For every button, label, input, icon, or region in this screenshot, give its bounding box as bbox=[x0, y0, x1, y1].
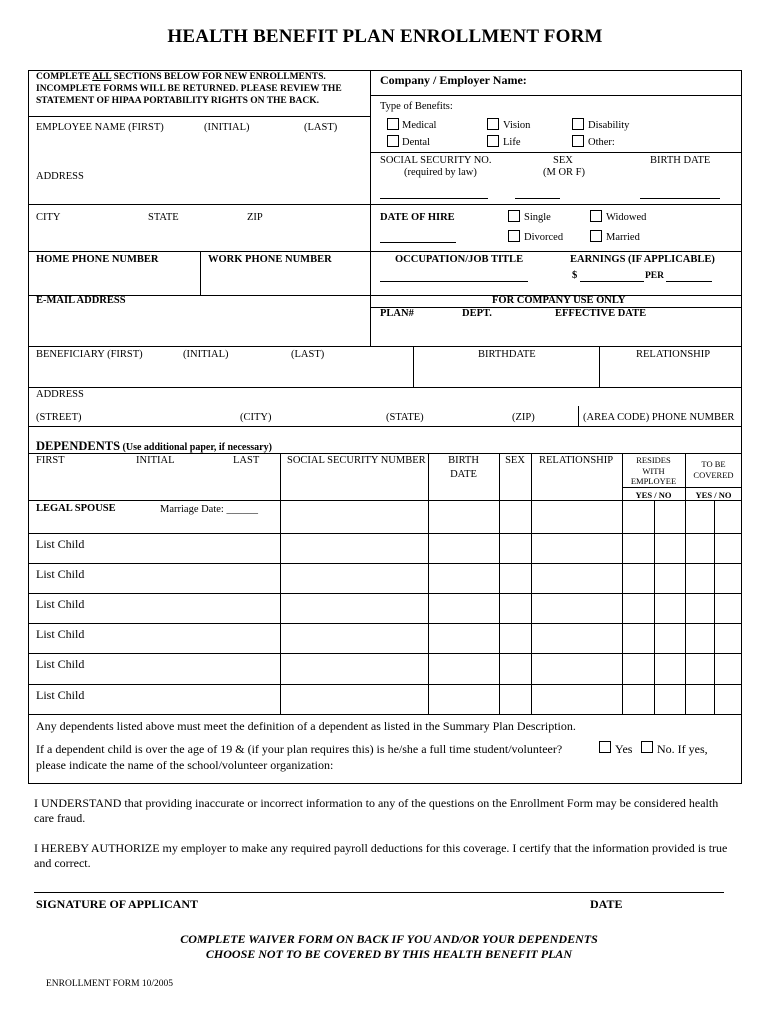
other-checkbox[interactable] bbox=[572, 135, 584, 147]
beneficiary-street-label: (STREET) bbox=[36, 412, 82, 423]
student-question: If a dependent child is over the age of 19 & (if your plan requires this) is he/she a full time student/volunteer? bbox=[36, 742, 563, 756]
employee-name-last-label: (LAST) bbox=[304, 122, 338, 133]
dental-label: Dental bbox=[402, 137, 430, 148]
other-label: Other: bbox=[588, 137, 615, 148]
earnings-label: EARNINGS (IF APPLICABLE) bbox=[570, 254, 715, 265]
dental-checkbox[interactable] bbox=[387, 135, 399, 147]
ssn-note: (required by law) bbox=[404, 167, 477, 178]
occupation-label: OCCUPATION/JOB TITLE bbox=[395, 254, 524, 265]
state-label: STATE bbox=[148, 212, 179, 223]
date-of-hire-label: DATE OF HIRE bbox=[380, 212, 455, 223]
marriage-date-label: Marriage Date: ______ bbox=[160, 504, 258, 515]
intro-line-3: STATEMENT OF HIPAA PORTABILITY RIGHTS ON THE BACK. bbox=[36, 96, 319, 106]
signature-line[interactable] bbox=[34, 892, 724, 893]
medical-label: Medical bbox=[402, 120, 437, 131]
dep-col-ssn: SOCIAL SECURITY NUMBER bbox=[287, 455, 426, 466]
authorize-statement: I HEREBY AUTHORIZE my employer to make any required payroll deductions for this coverage. I certify that the information provided is true and correct. bbox=[34, 841, 728, 870]
widowed-label: Widowed bbox=[606, 212, 647, 223]
dep-col-initial: INITIAL bbox=[136, 455, 175, 466]
beneficiary-state-label: (STATE) bbox=[386, 412, 424, 423]
beneficiary-address-label: ADDRESS bbox=[36, 389, 84, 400]
earnings-per-line[interactable] bbox=[666, 281, 712, 282]
dependent-row-child-3: List Child bbox=[36, 597, 85, 611]
signature-label: SIGNATURE OF APPLICANT bbox=[36, 897, 199, 911]
dept-label: DEPT. bbox=[462, 308, 492, 319]
earnings-dollar: $ bbox=[572, 270, 578, 281]
dep-col-first: FIRST bbox=[36, 455, 65, 466]
dep-col-covered-yes-no: YES / NO bbox=[695, 490, 732, 500]
student-yes-checkbox[interactable] bbox=[599, 741, 611, 753]
employee-name-initial-label: (INITIAL) bbox=[204, 122, 250, 133]
divorced-checkbox[interactable] bbox=[508, 230, 520, 242]
vision-checkbox[interactable] bbox=[487, 118, 499, 130]
single-checkbox[interactable] bbox=[508, 210, 520, 222]
date-of-hire-line[interactable] bbox=[380, 242, 456, 243]
dep-col-last: LAST bbox=[233, 455, 260, 466]
intro-line-1: COMPLETE ALL SECTIONS BELOW FOR NEW ENROLLMENTS. bbox=[36, 72, 326, 82]
occupation-line[interactable] bbox=[380, 281, 528, 282]
dep-col-covered: TO BE COVERED bbox=[693, 459, 734, 480]
dependent-definition-note: Any dependents listed above must meet the definition of a dependent as listed in the Summary Plan Description. bbox=[36, 719, 576, 733]
dep-col-birth: BIRTH DATE bbox=[448, 455, 479, 480]
divorced-label: Divorced bbox=[524, 232, 564, 243]
waiver-note-line-1: COMPLETE WAIVER FORM ON BACK IF YOU AND/OR YOUR DEPENDENTS bbox=[180, 932, 598, 946]
beneficiary-zip-label: (ZIP) bbox=[512, 412, 535, 423]
student-no-label: No. If yes, bbox=[657, 742, 708, 756]
form-title: HEALTH BENEFIT PLAN ENROLLMENT FORM bbox=[167, 26, 603, 47]
dep-col-resides-yes-no: YES / NO bbox=[635, 490, 672, 500]
dep-col-resides: RESIDES WITH EMPLOYEE bbox=[630, 455, 677, 486]
single-label: Single bbox=[524, 212, 551, 223]
life-checkbox[interactable] bbox=[487, 135, 499, 147]
earnings-amount-line[interactable] bbox=[580, 281, 644, 282]
company-use-header: FOR COMPANY USE ONLY bbox=[492, 295, 626, 306]
dep-col-relationship: RELATIONSHIP bbox=[539, 455, 614, 466]
disability-label: Disability bbox=[588, 120, 630, 131]
sex-line[interactable] bbox=[515, 198, 560, 199]
student-yes-label: Yes bbox=[615, 742, 633, 756]
beneficiary-last-label: (LAST) bbox=[291, 349, 325, 360]
student-no-checkbox[interactable] bbox=[641, 741, 653, 753]
dependent-row-child-6: List Child bbox=[36, 688, 85, 702]
dependent-row-child-4: List Child bbox=[36, 627, 85, 641]
plan-label: PLAN# bbox=[380, 308, 414, 319]
married-label: Married bbox=[606, 232, 640, 243]
legal-spouse-label: LEGAL SPOUSE bbox=[36, 503, 116, 514]
form-frame bbox=[28, 70, 742, 784]
zip-label: ZIP bbox=[247, 212, 263, 223]
type-of-benefits-label: Type of Benefits: bbox=[380, 101, 453, 112]
beneficiary-phone-label: (AREA CODE) PHONE NUMBER bbox=[583, 412, 735, 423]
email-label: E-MAIL ADDRESS bbox=[36, 295, 126, 306]
sex-label: SEX bbox=[553, 155, 573, 166]
dependent-row-child-5: List Child bbox=[36, 657, 85, 671]
understand-statement: I UNDERSTAND that providing inaccurate or incorrect information to any of the questions on the Enrollment Form may be considered health care fraud. bbox=[34, 796, 719, 825]
widowed-checkbox[interactable] bbox=[590, 210, 602, 222]
disability-checkbox[interactable] bbox=[572, 118, 584, 130]
waiver-note-line-2: CHOOSE NOT TO BE COVERED BY THIS HEALTH BENEFIT PLAN bbox=[205, 947, 573, 961]
school-name-prompt: please indicate the name of the school/volunteer organization: bbox=[36, 758, 334, 772]
beneficiary-birthdate-label: BIRTHDATE bbox=[478, 349, 536, 360]
signature-date-label: DATE bbox=[590, 897, 623, 911]
company-name-label: Company / Employer Name: bbox=[380, 73, 527, 87]
intro-line-2: INCOMPLETE FORMS WILL BE RETURNED. PLEASE REVIEW THE bbox=[36, 84, 342, 94]
beneficiary-initial-label: (INITIAL) bbox=[183, 349, 229, 360]
beneficiary-city-label: (CITY) bbox=[240, 412, 272, 423]
life-label: Life bbox=[503, 137, 521, 148]
beneficiary-relationship-label: RELATIONSHIP bbox=[636, 349, 711, 360]
birth-date-label: BIRTH DATE bbox=[650, 155, 711, 166]
home-phone-label: HOME PHONE NUMBER bbox=[36, 254, 159, 265]
dependent-row-child-2: List Child bbox=[36, 567, 85, 581]
dependent-row-child-1: List Child bbox=[36, 537, 85, 551]
earnings-per-label: PER bbox=[645, 271, 664, 281]
work-phone-label: WORK PHONE NUMBER bbox=[208, 254, 332, 265]
effective-date-label: EFFECTIVE DATE bbox=[555, 308, 647, 319]
medical-checkbox[interactable] bbox=[387, 118, 399, 130]
vision-label: Vision bbox=[503, 120, 531, 131]
employee-address-label: ADDRESS bbox=[36, 171, 84, 182]
married-checkbox[interactable] bbox=[590, 230, 602, 242]
dependents-header: DEPENDENTS (Use additional paper, if necessary) bbox=[36, 439, 272, 453]
sex-note: (M OR F) bbox=[543, 167, 586, 178]
dep-col-sex: SEX bbox=[505, 455, 525, 466]
form-version-footer: ENROLLMENT FORM 10/2005 bbox=[46, 979, 174, 989]
employee-name-first-label: EMPLOYEE NAME (FIRST) bbox=[36, 122, 164, 133]
ssn-label: SOCIAL SECURITY NO. bbox=[380, 155, 492, 166]
ssn-line[interactable] bbox=[380, 198, 488, 199]
birth-date-line[interactable] bbox=[640, 198, 720, 199]
city-label: CITY bbox=[36, 212, 61, 223]
beneficiary-first-label: BENEFICIARY (FIRST) bbox=[36, 349, 143, 360]
